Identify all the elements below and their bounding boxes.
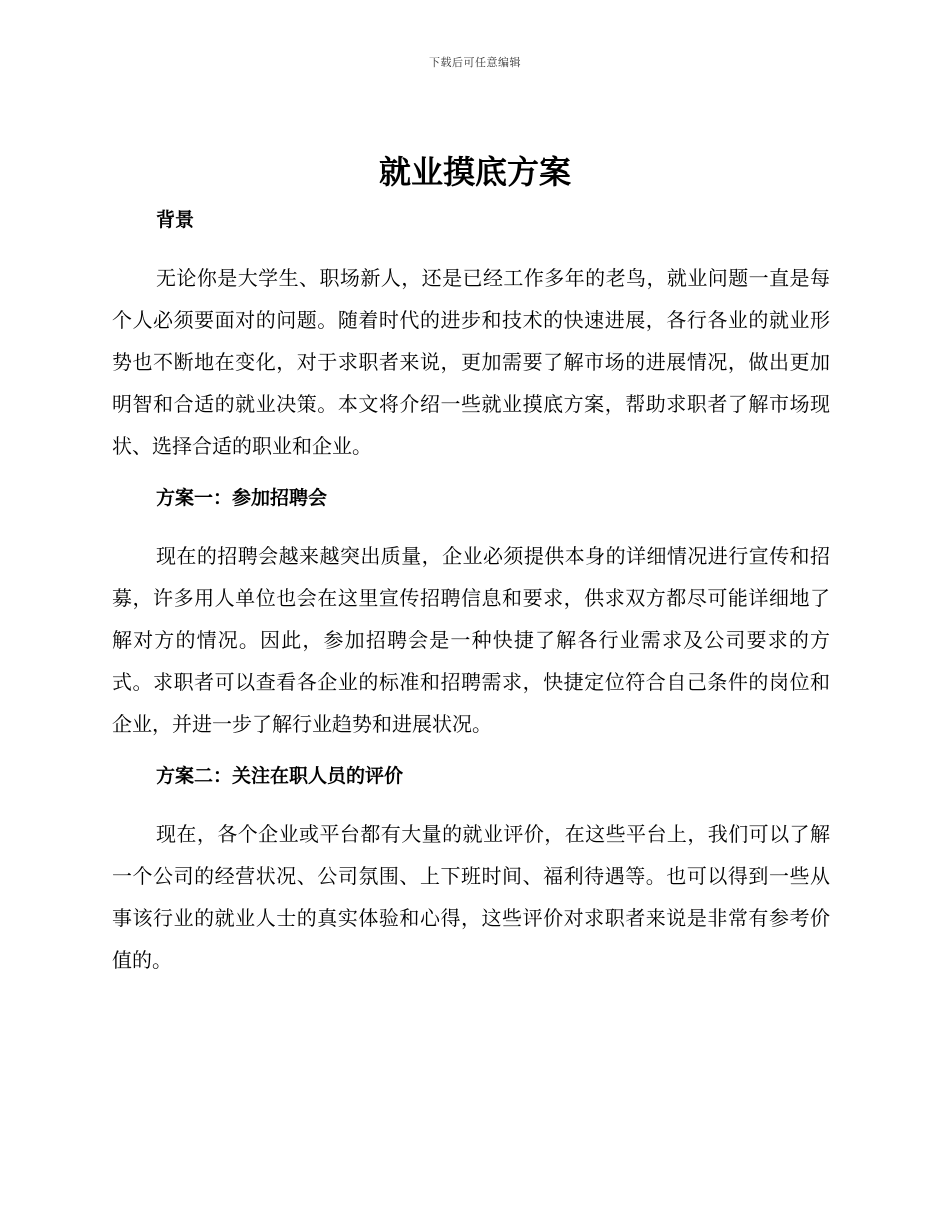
section-paragraph: 现在，各个企业或平台都有大量的就业评价，在这些平台上，我们可以了解一个公司的经营状况、公司氛围、上下班时间、福利待遇等。也可以得到一些从事该行业的就业人士的真实体验和心得，这些评价对求职者来说是非常有参考价值的。 xyxy=(112,822,830,972)
section-paragraph: 现在的招聘会越来越突出质量，企业必须提供本身的详细情况进行宣传和招募，许多用人单位也会在这里宣传招聘信息和要求，供求双方都尽可能详细地了解对方的情况。因此，参加招聘会是一种快捷了解各行业需求及公司要求的方式。求职者可以查看各企业的标准和招聘需求，快捷定位符合自己条件的岗位和企业，并进一步了解行业趋势和进展状况。 xyxy=(112,544,830,736)
section-heading: 方案二：关注在职人员的评价 xyxy=(156,765,404,787)
document-title: 就业摸底方案 xyxy=(378,153,571,191)
header-note: 下载后可任意编辑 xyxy=(429,56,521,69)
section-background xyxy=(112,205,830,467)
section-heading: 方案一：参加招聘会 xyxy=(156,487,328,509)
section-plan-two xyxy=(112,761,830,981)
document-body xyxy=(112,205,830,981)
section-plan-one xyxy=(112,483,830,745)
section-paragraph: 无论你是大学生、职场新人，还是已经工作多年的老鸟，就业问题一直是每个人必须要面对的问题。随着时代的进步和技术的快速进展，各行各业的就业形势也不断地在变化，对于求职者来说，更加需要了解市场的进展情况，做出更加明智和合适的就业决策。本文将介绍一些就业摸底方案，帮助求职者了解市场现状、选择合适的职业和企业。 xyxy=(112,266,830,458)
section-heading: 背景 xyxy=(156,209,195,231)
